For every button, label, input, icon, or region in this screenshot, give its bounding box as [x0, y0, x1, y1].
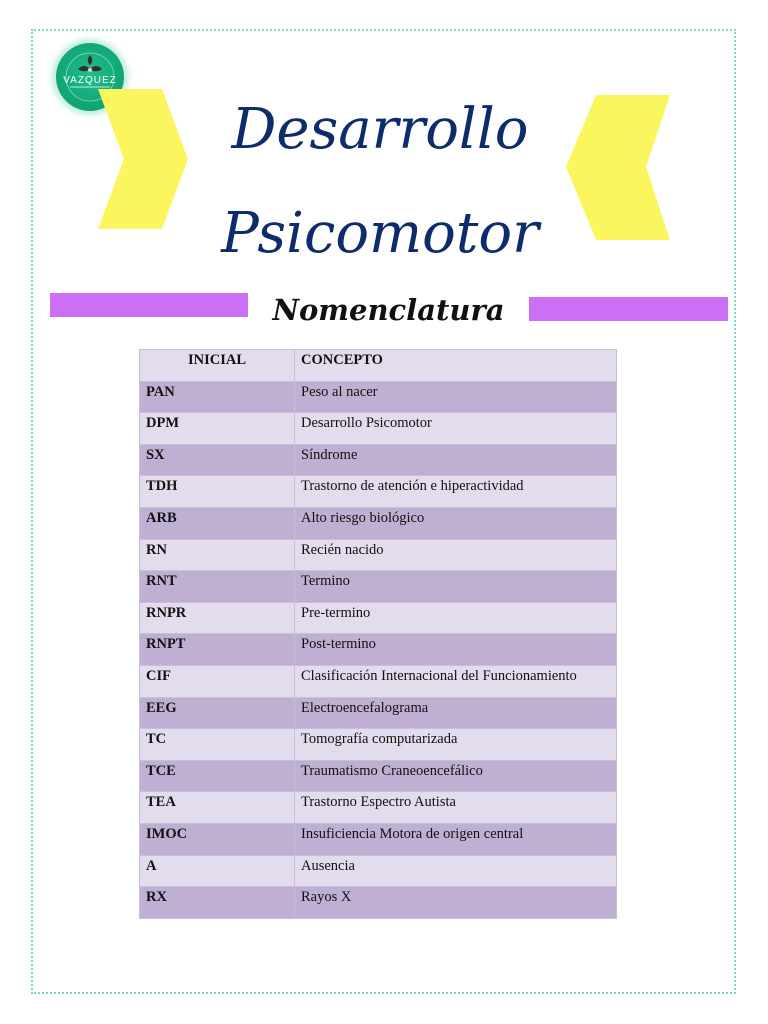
abbreviation-cell: TC: [140, 729, 295, 761]
concept-cell: Peso al nacer: [295, 381, 617, 413]
title-line-1: Desarrollo: [231, 97, 529, 162]
table-row: [140, 855, 617, 887]
column-header-concepto: CONCEPTO: [295, 350, 617, 382]
table-row: [140, 760, 617, 792]
table-row: [140, 823, 617, 855]
abbreviation-cell: TDH: [140, 476, 295, 508]
abbreviation-cell: IMOC: [140, 823, 295, 855]
table-row: [140, 887, 617, 919]
abbreviation-cell: CIF: [140, 665, 295, 697]
logo-text: VAZQUEZ: [63, 75, 117, 86]
concept-cell: Tomografía computarizada: [295, 729, 617, 761]
abbreviation-cell: A: [140, 855, 295, 887]
table-row: [140, 571, 617, 603]
concept-cell: Insuficiencia Motora de origen central: [295, 823, 617, 855]
table-row: [140, 792, 617, 824]
concept-cell: Termino: [295, 571, 617, 603]
column-header-inicial: INICIAL: [140, 350, 295, 382]
table-row: [140, 634, 617, 666]
concept-cell: Traumatismo Craneoencefálico: [295, 760, 617, 792]
table-body: [140, 381, 617, 918]
page-title: [180, 78, 580, 286]
concept-cell: Trastorno de atención e hiperactividad: [295, 476, 617, 508]
concept-cell: Pre-termino: [295, 602, 617, 634]
table-row: [140, 697, 617, 729]
title-line-2: Psicomotor: [221, 201, 539, 266]
abbreviation-cell: DPM: [140, 413, 295, 445]
table-row: [140, 444, 617, 476]
table-row: [140, 729, 617, 761]
concept-cell: Clasificación Internacional del Funcionamiento: [295, 665, 617, 697]
abbreviation-cell: RNPR: [140, 602, 295, 634]
abbreviation-cell: SX: [140, 444, 295, 476]
concept-cell: Ausencia: [295, 855, 617, 887]
concept-cell: Recién nacido: [295, 539, 617, 571]
table-row: [140, 602, 617, 634]
table-row: [140, 539, 617, 571]
abbreviation-cell: TEA: [140, 792, 295, 824]
yellow-chevron-left: [98, 89, 188, 229]
table-row: [140, 381, 617, 413]
decorative-bar-left: [50, 293, 248, 317]
abbreviation-cell: RNPT: [140, 634, 295, 666]
abbreviation-cell: RNT: [140, 571, 295, 603]
concept-cell: Desarrollo Psicomotor: [295, 413, 617, 445]
abbreviation-cell: ARB: [140, 507, 295, 539]
concept-cell: Rayos X: [295, 887, 617, 919]
section-heading: Nomenclatura: [272, 293, 505, 327]
concept-cell: Electroencefalograma: [295, 697, 617, 729]
table-row: [140, 665, 617, 697]
table-row: [140, 476, 617, 508]
concept-cell: Trastorno Espectro Autista: [295, 792, 617, 824]
table-header-row: [140, 350, 617, 382]
abbreviation-cell: EEG: [140, 697, 295, 729]
yellow-chevron-right: [566, 95, 670, 240]
table-row: [140, 413, 617, 445]
nomenclature-table: [139, 349, 617, 919]
table-row: [140, 507, 617, 539]
abbreviation-cell: RX: [140, 887, 295, 919]
decorative-bar-right: [529, 297, 728, 321]
abbreviation-cell: PAN: [140, 381, 295, 413]
abbreviation-cell: RN: [140, 539, 295, 571]
concept-cell: Post-termino: [295, 634, 617, 666]
concept-cell: Síndrome: [295, 444, 617, 476]
concept-cell: Alto riesgo biológico: [295, 507, 617, 539]
abbreviation-cell: TCE: [140, 760, 295, 792]
